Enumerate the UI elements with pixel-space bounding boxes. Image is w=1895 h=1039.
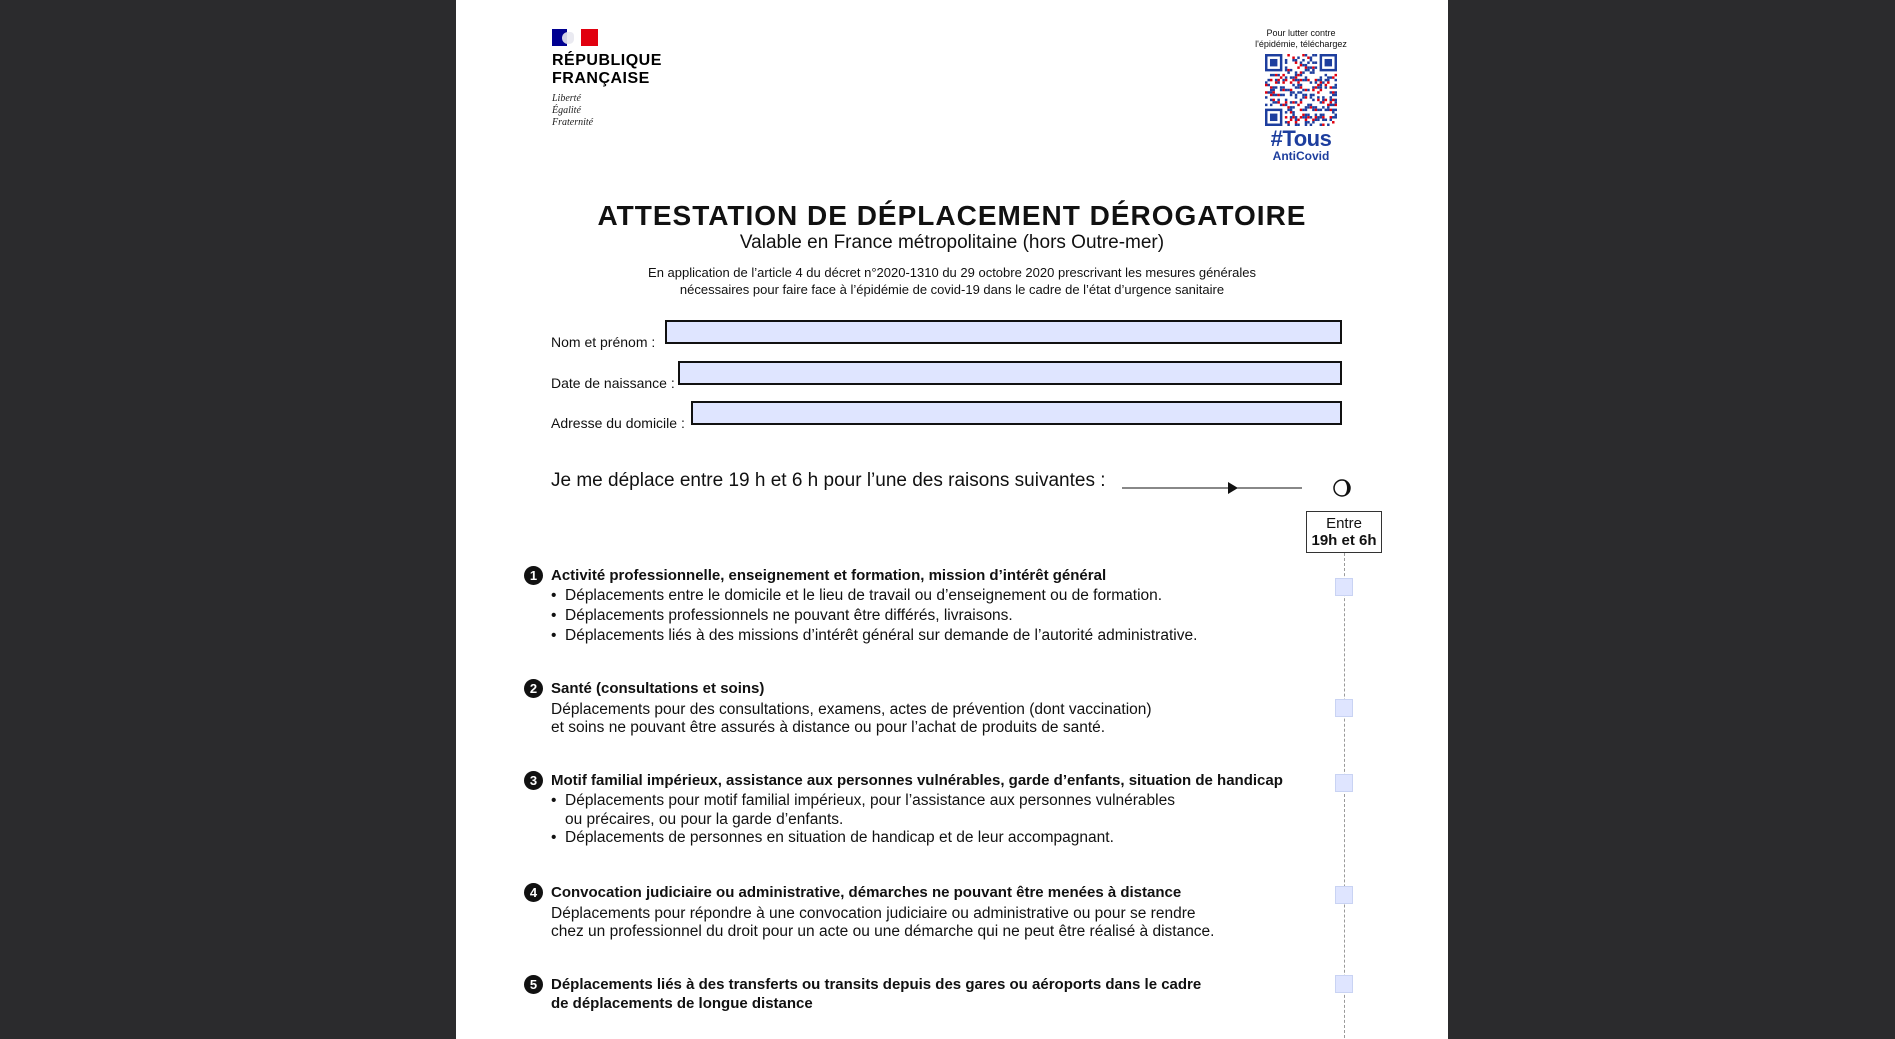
birthdate-label: Date de naissance :: [551, 375, 675, 391]
qr-caption: Pour lutter contre l'épidémie, téléchargez: [1255, 28, 1347, 49]
address-label: Adresse du domicile :: [551, 415, 685, 431]
reason-4-checkbox[interactable]: [1335, 886, 1353, 904]
devise: Liberté Égalité Fraternité: [552, 93, 594, 128]
reason-bullets: [551, 791, 1284, 848]
republique-francaise-logo: [552, 29, 692, 129]
page-subtitle: Valable en France métropolitaine (hors Outre-mer): [739, 232, 1165, 253]
reason-2: [524, 679, 1284, 737]
reason-title: Activité professionnelle, enseignement et formation, mission d’intérêt général: [551, 567, 1107, 584]
address-field[interactable]: [691, 401, 1342, 425]
name-field[interactable]: [665, 320, 1342, 344]
birthdate-field[interactable]: [678, 361, 1342, 385]
reason-bullets: [551, 586, 1284, 646]
reason-number-badge: 1: [524, 566, 543, 585]
list-item: • Déplacements liés à des missions d’intérêt général sur demande de l’autorité administrative.: [551, 626, 1284, 646]
reason-number-badge: 3: [524, 771, 543, 790]
reason-title: Convocation judiciaire ou administrative, démarches ne pouvant être menées à distance: [551, 884, 1182, 901]
qr-code-icon[interactable]: [1265, 54, 1337, 126]
reason-title: Motif familial impérieux, assistance aux personnes vulnérables, garde d’enfants, situation de handicap: [551, 772, 1283, 789]
reasons-heading: Je me déplace entre 19 h et 6 h pour l’une des raisons suivantes :: [551, 470, 1106, 491]
tous-label: #Tous: [1270, 126, 1332, 151]
reason-5-checkbox[interactable]: [1335, 975, 1353, 993]
reason-title: Déplacements liés à des transferts ou transits depuis des gares ou aéroports dans le cadre de déplacements de longue distance: [551, 976, 1202, 1012]
page-title: ATTESTATION DE DÉPLACEMENT DÉROGATOIRE: [597, 200, 1307, 231]
reason-number-badge: 5: [524, 975, 543, 994]
list-item: • Déplacements professionnels ne pouvant être différés, livraisons.: [551, 606, 1284, 626]
name-label: Nom et prénom :: [551, 334, 656, 350]
reason-2-checkbox[interactable]: [1335, 699, 1353, 717]
list-item: • Déplacements de personnes en situation de handicap et de leur accompagnant.: [551, 828, 1284, 848]
timeline-dashed-line: [1344, 553, 1345, 1039]
pdf-page: [456, 0, 1448, 1039]
reason-5: [524, 975, 1284, 1013]
reason-body: Déplacements pour des consultations, examens, actes de prévention (dont vaccination) et soins ne pouvant être assurés à distance ou pour l’achat de produits de santé.: [551, 701, 1152, 736]
list-item: • Déplacements entre le domicile et le lieu de travail ou d’enseignement ou de formation.: [551, 586, 1284, 606]
reason-number-badge: 4: [524, 883, 543, 902]
reason-3-checkbox[interactable]: [1335, 774, 1353, 792]
time-badge: Entre 19h et 6h: [1306, 511, 1382, 553]
marianne-flag-icon: [552, 29, 598, 46]
reason-body: Déplacements pour répondre à une convocation judiciaire ou administrative ou pour se rendre chez un professionnel du droit pour un acte ou une démarche qui ne peut être réalisé à distance.: [551, 905, 1215, 940]
republique-label: RÉPUBLIQUE FRANÇAISE: [552, 52, 662, 87]
reason-1: [524, 566, 1284, 646]
reason-1-checkbox[interactable]: [1335, 578, 1353, 596]
list-item: • Déplacements pour motif familial impérieux, pour l’assistance aux personnes vulnérables ou précaires, ou pour la garde d’enfants.: [551, 791, 1284, 828]
reason-4: [524, 883, 1284, 941]
reason-3: [524, 771, 1284, 848]
anticovid-label: AntiCovid: [1272, 149, 1330, 163]
timeline-arrow-icon: [1122, 476, 1362, 500]
decree-text: En application de l’article 4 du décret n°2020-1310 du 29 octobre 2020 prescrivant les mesures générales nécessaires pour faire face à l’épidémie de covid-19 dans le cadre de l’état d’urgence sanitaire: [648, 265, 1256, 297]
reason-number-badge: 2: [524, 679, 543, 698]
reason-title: Santé (consultations et soins): [551, 680, 765, 697]
tousanticovid-qr-block: [1238, 28, 1364, 162]
